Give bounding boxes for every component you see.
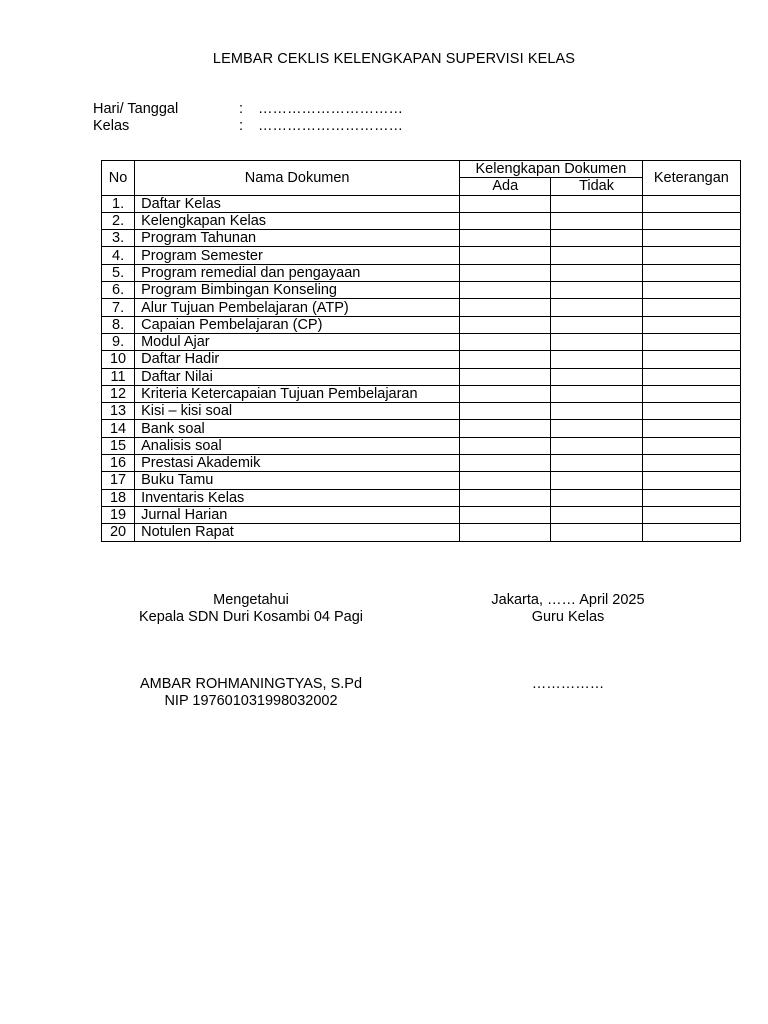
table-row bbox=[102, 264, 741, 281]
keterangan-cell[interactable] bbox=[642, 351, 740, 368]
ada-cell[interactable] bbox=[460, 385, 551, 402]
tidak-cell[interactable] bbox=[551, 299, 642, 316]
row-number: 20 bbox=[102, 524, 135, 541]
ada-cell[interactable] bbox=[460, 351, 551, 368]
tidak-cell[interactable] bbox=[551, 368, 642, 385]
ada-cell[interactable] bbox=[460, 420, 551, 437]
tidak-cell[interactable] bbox=[551, 420, 642, 437]
keterangan-cell[interactable] bbox=[642, 282, 740, 299]
table-row bbox=[102, 524, 741, 541]
tidak-cell[interactable] bbox=[551, 385, 642, 402]
tidak-cell[interactable] bbox=[551, 264, 642, 281]
keterangan-cell[interactable] bbox=[642, 230, 740, 247]
row-number: 17 bbox=[102, 472, 135, 489]
document-title: LEMBAR CEKLIS KELENGKAPAN SUPERVISI KELAS bbox=[212, 51, 576, 67]
table-row bbox=[102, 385, 741, 402]
tidak-cell[interactable] bbox=[551, 230, 642, 247]
table-row bbox=[102, 230, 741, 247]
ada-cell[interactable] bbox=[460, 230, 551, 247]
table-row bbox=[102, 403, 741, 420]
document-name: Program Bimbingan Konseling bbox=[135, 282, 460, 299]
keterangan-cell[interactable] bbox=[642, 420, 740, 437]
tidak-cell[interactable] bbox=[551, 351, 642, 368]
document-name: Analisis soal bbox=[135, 437, 460, 454]
keterangan-cell[interactable] bbox=[642, 524, 740, 541]
tidak-cell[interactable] bbox=[551, 403, 642, 420]
guru-kelas-name: …………… bbox=[531, 676, 605, 692]
keterangan-cell[interactable] bbox=[642, 455, 740, 472]
document-name: Bank soal bbox=[135, 420, 460, 437]
ada-cell[interactable] bbox=[460, 489, 551, 506]
guru-kelas-title: Guru Kelas bbox=[531, 609, 605, 625]
keterangan-cell[interactable] bbox=[642, 385, 740, 402]
row-number: 4. bbox=[102, 247, 135, 264]
ada-cell[interactable] bbox=[460, 247, 551, 264]
keterangan-cell[interactable] bbox=[642, 299, 740, 316]
row-number: 8. bbox=[102, 316, 135, 333]
keterangan-cell[interactable] bbox=[642, 489, 740, 506]
tidak-cell[interactable] bbox=[551, 212, 642, 229]
table-row bbox=[102, 316, 741, 333]
tidak-cell[interactable] bbox=[551, 247, 642, 264]
tidak-cell[interactable] bbox=[551, 437, 642, 454]
header-ada: Ada bbox=[460, 178, 551, 195]
keterangan-cell[interactable] bbox=[642, 368, 740, 385]
table-row bbox=[102, 455, 741, 472]
row-number: 6. bbox=[102, 282, 135, 299]
signature-left bbox=[131, 592, 371, 710]
row-number: 2. bbox=[102, 212, 135, 229]
row-number: 11 bbox=[102, 368, 135, 385]
table-header-row bbox=[102, 161, 741, 178]
document-name: Program Semester bbox=[135, 247, 460, 264]
document-name: Program Tahunan bbox=[135, 230, 460, 247]
ada-cell[interactable] bbox=[460, 212, 551, 229]
document-name: Program remedial dan pengayaan bbox=[135, 264, 460, 281]
document-name: Prestasi Akademik bbox=[135, 455, 460, 472]
tidak-cell[interactable] bbox=[551, 506, 642, 523]
document-name: Kriteria Ketercapaian Tujuan Pembelajaran bbox=[135, 385, 460, 402]
tidak-cell[interactable] bbox=[551, 472, 642, 489]
kepala-sekolah-nip: NIP 197601031998032002 bbox=[164, 693, 338, 709]
table-row bbox=[102, 506, 741, 523]
ada-cell[interactable] bbox=[460, 403, 551, 420]
row-number: 3. bbox=[102, 230, 135, 247]
hari-tanggal-label: Hari/ Tanggal bbox=[93, 101, 179, 117]
tidak-cell[interactable] bbox=[551, 282, 642, 299]
table-row bbox=[102, 333, 741, 350]
row-number: 18 bbox=[102, 489, 135, 506]
hari-tanggal-colon: : bbox=[239, 101, 244, 117]
kepala-sekolah-title: Kepala SDN Duri Kosambi 04 Pagi bbox=[138, 609, 364, 625]
ada-cell[interactable] bbox=[460, 264, 551, 281]
kelas-colon: : bbox=[239, 118, 244, 134]
table-row bbox=[102, 368, 741, 385]
keterangan-cell[interactable] bbox=[642, 316, 740, 333]
tidak-cell[interactable] bbox=[551, 195, 642, 212]
table-row bbox=[102, 437, 741, 454]
checklist-table bbox=[101, 160, 741, 542]
document-name: Capaian Pembelajaran (CP) bbox=[135, 316, 460, 333]
kelas-label: Kelas bbox=[93, 118, 130, 134]
mengetahui-label: Mengetahui bbox=[213, 592, 289, 608]
header-nama-dokumen: Nama Dokumen bbox=[135, 161, 460, 196]
keterangan-cell[interactable] bbox=[642, 247, 740, 264]
keterangan-cell[interactable] bbox=[642, 506, 740, 523]
row-number: 16 bbox=[102, 455, 135, 472]
document-name: Inventaris Kelas bbox=[135, 489, 460, 506]
header-kelengkapan-dokumen: Kelengkapan Dokumen bbox=[460, 161, 643, 178]
tidak-cell[interactable] bbox=[551, 524, 642, 541]
kepala-sekolah-name: AMBAR ROHMANINGTYAS, S.Pd bbox=[139, 676, 363, 692]
document-name: Daftar Kelas bbox=[135, 195, 460, 212]
row-number: 19 bbox=[102, 506, 135, 523]
tidak-cell[interactable] bbox=[551, 316, 642, 333]
row-number: 7. bbox=[102, 299, 135, 316]
table-row bbox=[102, 299, 741, 316]
tidak-cell[interactable] bbox=[551, 489, 642, 506]
tidak-cell[interactable] bbox=[551, 455, 642, 472]
table-row bbox=[102, 282, 741, 299]
header-keterangan: Keterangan bbox=[642, 161, 740, 196]
table-row bbox=[102, 472, 741, 489]
ada-cell[interactable] bbox=[460, 524, 551, 541]
document-name: Alur Tujuan Pembelajaran (ATP) bbox=[135, 299, 460, 316]
keterangan-cell[interactable] bbox=[642, 403, 740, 420]
keterangan-cell[interactable] bbox=[642, 472, 740, 489]
ada-cell[interactable] bbox=[460, 316, 551, 333]
row-number: 12 bbox=[102, 385, 135, 402]
hari-tanggal-value: ………………………… bbox=[258, 101, 403, 117]
document-name: Kelengkapan Kelas bbox=[135, 212, 460, 229]
row-number: 14 bbox=[102, 420, 135, 437]
document-name: Modul Ajar bbox=[135, 333, 460, 350]
keterangan-cell[interactable] bbox=[642, 333, 740, 350]
table-row bbox=[102, 351, 741, 368]
tidak-cell[interactable] bbox=[551, 333, 642, 350]
table-body bbox=[102, 195, 741, 541]
row-number: 5. bbox=[102, 264, 135, 281]
document-name: Daftar Nilai bbox=[135, 368, 460, 385]
keterangan-cell[interactable] bbox=[642, 437, 740, 454]
keterangan-cell[interactable] bbox=[642, 195, 740, 212]
ada-cell[interactable] bbox=[460, 506, 551, 523]
ada-cell[interactable] bbox=[460, 437, 551, 454]
header-tidak: Tidak bbox=[551, 178, 642, 195]
row-number: 10 bbox=[102, 351, 135, 368]
document-name: Daftar Hadir bbox=[135, 351, 460, 368]
keterangan-cell[interactable] bbox=[642, 212, 740, 229]
row-number: 15 bbox=[102, 437, 135, 454]
keterangan-cell[interactable] bbox=[642, 264, 740, 281]
table-row bbox=[102, 489, 741, 506]
table-row bbox=[102, 420, 741, 437]
kelas-value: ………………………… bbox=[258, 118, 403, 134]
row-number: 13 bbox=[102, 403, 135, 420]
row-number: 1. bbox=[102, 195, 135, 212]
header-no: No bbox=[102, 161, 135, 196]
ada-cell[interactable] bbox=[460, 299, 551, 316]
ada-cell[interactable] bbox=[460, 455, 551, 472]
ada-cell[interactable] bbox=[460, 368, 551, 385]
signature-right bbox=[468, 592, 668, 693]
document-name: Kisi – kisi soal bbox=[135, 403, 460, 420]
table-row bbox=[102, 212, 741, 229]
document-name: Jurnal Harian bbox=[135, 506, 460, 523]
ada-cell[interactable] bbox=[460, 195, 551, 212]
ada-cell[interactable] bbox=[460, 472, 551, 489]
document-name: Notulen Rapat bbox=[135, 524, 460, 541]
row-number: 9. bbox=[102, 333, 135, 350]
document-name: Buku Tamu bbox=[135, 472, 460, 489]
ada-cell[interactable] bbox=[460, 333, 551, 350]
table-row bbox=[102, 247, 741, 264]
ada-cell[interactable] bbox=[460, 282, 551, 299]
place-date: Jakarta, …… April 2025 bbox=[491, 592, 645, 608]
table-row bbox=[102, 195, 741, 212]
